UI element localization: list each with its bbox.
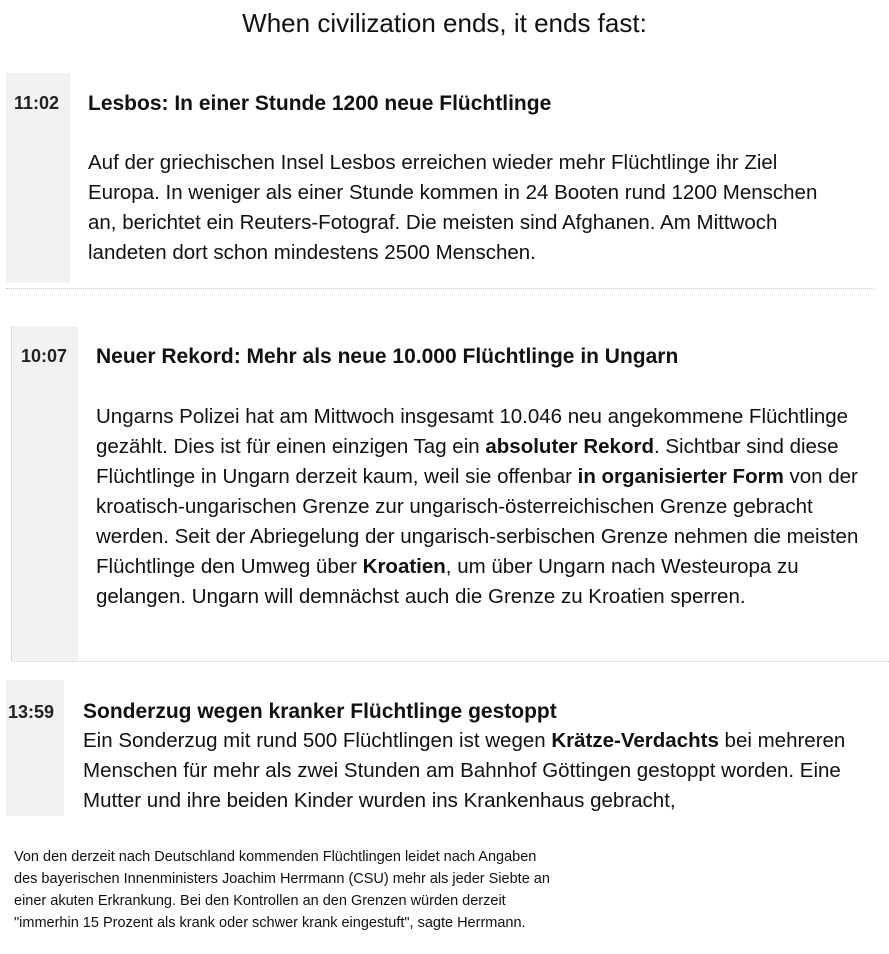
entry-time: 10:07: [21, 346, 68, 366]
time-column: [6, 680, 64, 816]
entry-headline[interactable]: Neuer Rekord: Mehr als neue 10.000 Flüchtlinge in Ungarn: [96, 345, 679, 368]
entry-time: 11:02: [14, 93, 60, 113]
news-entry: [6, 73, 886, 283]
bold-phrase: absoluter Rekord: [485, 435, 654, 458]
text-run: von der kroatisch-ungarischen Grenze zur ungarisch-österreichischen Grenze gebracht werden. Seit der Abriegelung der ungarisch-serbischen Grenze nehmen die meisten Flüchtlinge den Umweg über: [96, 465, 859, 578]
entry-headline[interactable]: Sonderzug wegen kranker Flüchtlinge gestoppt: [83, 700, 557, 723]
page-title: When civilization ends, it ends fast:: [242, 8, 647, 38]
text-run: Ein Sonderzug mit rund 500 Flüchtlingen ist wegen: [83, 729, 552, 752]
entry-headline[interactable]: Lesbos: In einer Stunde 1200 neue Flüchtlinge: [88, 92, 552, 115]
text-run: Ungarns Polizei hat am Mittwoch insgesamt 10.046 neu angekommene Flüchtlinge gezählt. Dies ist für einen einzigen Tag ein: [96, 405, 849, 458]
news-entry: [6, 680, 886, 816]
entry-body: [96, 402, 878, 612]
entry-body: [83, 726, 878, 816]
text-run: bei mehreren Menschen für mehr als zwei Stunden am Bahnhof Göttingen gestoppt worden. Eine Mutter und ihre beiden Kinder wurden ins Krankenhaus gebracht,: [83, 729, 846, 812]
bold-phrase: Krätze-Verdachts: [551, 729, 719, 752]
bold-phrase: in organisierter Form: [577, 465, 784, 488]
time-column: [12, 326, 78, 661]
bold-phrase: Kroatien: [362, 555, 446, 578]
entry-body: [88, 148, 838, 268]
text-run: . Sichtbar sind diese Flüchtlinge in Ungarn derzeit kaum, weil sie offenbar: [96, 435, 839, 488]
text-run: , um über Ungarn nach Westeuropa zu gelangen. Ungarn will demnächst auch die Grenze zu Kroatien sperren.: [96, 555, 799, 608]
entry-divider: [6, 288, 874, 289]
caption-text: Von den derzeit nach Deutschland kommenden Flüchtlingen leidet nach Angaben des bayerischen Innenministers Joachim Herrmann (CSU) mehr als jeder Siebte an einer akuten Erkrankung. Bei den Kontrollen an den Grenzen würden derzeit "immerhin 15 Prozent als krank oder schwer krank eingestuft", sagte Herrmann.: [14, 849, 550, 931]
news-entry: [12, 326, 889, 661]
text-run: Auf der griechischen Insel Lesbos erreichen wieder mehr Flüchtlinge ihr Ziel Europa. In weniger als einer Stunde kommen in 24 Booten rund 1200 Menschen an, berichtet ein Reuters-Fotograf. Die meisten sind Afghanen. Am Mittwoch landeten dort schon mindestens 2500 Menschen.: [88, 151, 818, 264]
entry-time: 13:59: [8, 702, 55, 722]
entry-divider: [12, 661, 889, 662]
